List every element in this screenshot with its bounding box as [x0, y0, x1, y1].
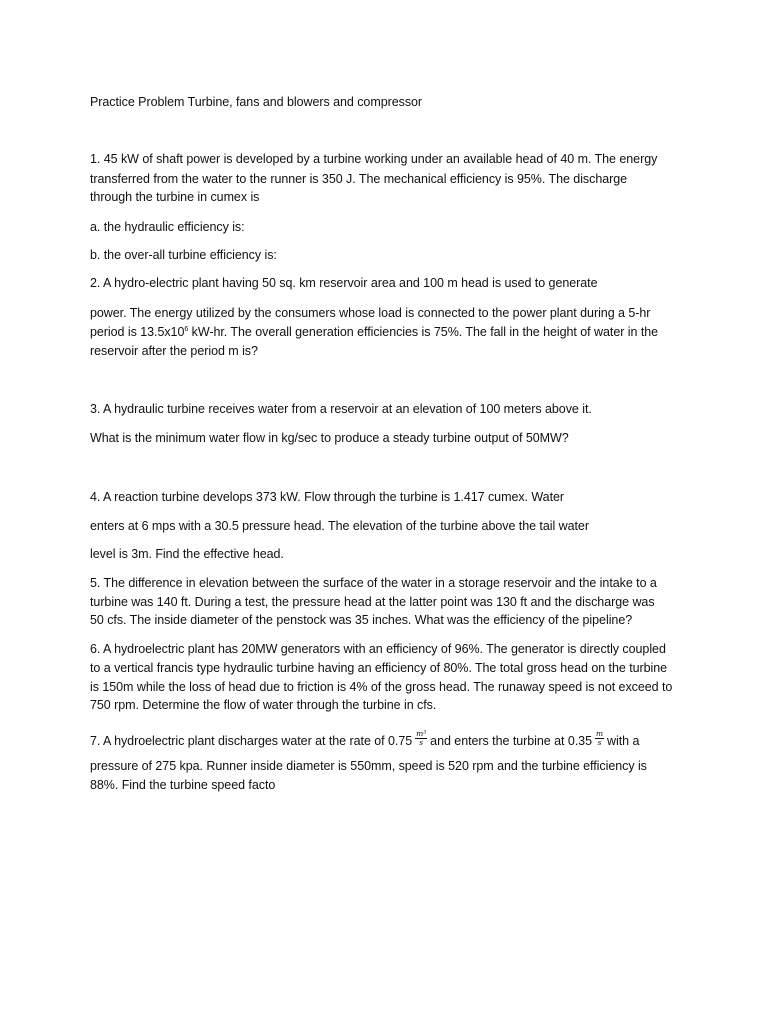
- problem-7-line-1-a: 7. A hydroelectric plant discharges water at the rate of 0.75: [90, 734, 413, 748]
- problem-7-line-1-b: and enters the turbine at 0.35: [430, 734, 592, 748]
- problem-1-line-1: 1. 45 kW of shaft power is developed by a turbine working under an available head of 40 m. The energy: [90, 152, 658, 166]
- unit-fraction-cubic-meters-per-second: [415, 730, 427, 747]
- problem-7-line-2: pressure of 275 kpa. Runner inside diameter is 550mm, speed is 520 rpm and the turbine efficiency is: [90, 759, 647, 773]
- problem-5-line-3: 50 cfs. The inside diameter of the penstock was 35 inches. What was the efficiency of the pipeline?: [90, 613, 633, 627]
- exponent: 6: [184, 326, 189, 333]
- problem-7-line-3: 88%. Find the turbine speed facto: [90, 778, 276, 792]
- document-title: Practice Problem Turbine, fans and blowers and compressor: [90, 95, 423, 109]
- problem-4-line-1: 4. A reaction turbine develops 373 kW. Flow through the turbine is 1.417 cumex. Water: [90, 490, 565, 504]
- problem-4-line-2: enters at 6 mps with a 30.5 pressure head. The elevation of the turbine above the tail water: [90, 519, 589, 533]
- problem-7-line-1: [90, 729, 690, 750]
- problem-5-line-1: 5. The difference in elevation between the surface of the water in a storage reservoir and the intake to a: [90, 576, 657, 590]
- problem-1-line-3: through the turbine in cumex is: [90, 190, 260, 204]
- problem-2-line-3: [90, 324, 690, 340]
- fraction-denominator: s: [419, 738, 424, 748]
- problem-2-line-3-post: kW-hr. The overall generation efficiencies is 75%. The fall in the height of water in the: [188, 325, 659, 339]
- problem-3-line-1: 3. A hydraulic turbine receives water from a reservoir at an elevation of 100 meters above it.: [90, 402, 592, 416]
- problem-2-line-2: power. The energy utilized by the consumers whose load is connected to the power plant during a 5-hr: [90, 306, 651, 320]
- problem-2-line-1: 2. A hydro-electric plant having 50 sq. km reservoir area and 100 m head is used to generate: [90, 276, 598, 290]
- fraction-numerator: m: [595, 729, 604, 739]
- problem-4-line-3: level is 3m. Find the effective head.: [90, 547, 284, 561]
- problem-2-line-4: reservoir after the period m is?: [90, 344, 258, 358]
- problem-1-part-a: a. the hydraulic efficiency is:: [90, 220, 245, 234]
- problem-2-line-3-pre: period is 13.5x10: [90, 325, 185, 339]
- unit-fraction-meters-per-second: [595, 730, 604, 747]
- problem-1-line-2: transferred from the water to the runner is 350 J. The mechanical efficiency is 95%. The discharge: [90, 172, 628, 186]
- problem-6-line-4: 750 rpm. Determine the flow of water through the turbine in cfs.: [90, 698, 437, 712]
- problem-5-line-2: turbine was 140 ft. During a test, the pressure head at the latter point was 130 ft and the discharge was: [90, 595, 655, 609]
- fraction-denominator: s: [597, 738, 602, 748]
- fraction-numerator: m³: [416, 729, 427, 739]
- problem-6-line-2: to a vertical francis type hydraulic turbine having an efficiency of 80%. The total gross head on the turbine: [90, 661, 668, 675]
- problem-6-line-1: 6. A hydroelectric plant has 20MW generators with an efficiency of 96%. The generator is directly coupled: [90, 642, 666, 656]
- problem-3-line-2: What is the minimum water flow in kg/sec to produce a steady turbine output of 50MW?: [90, 431, 569, 445]
- problem-6-line-3: is 150m while the loss of head due to friction is 4% of the gross head. The runaway speed is not exceed to: [90, 680, 673, 694]
- problem-7-line-1-c: with a: [607, 734, 640, 748]
- problem-1-part-b: b. the over-all turbine efficiency is:: [90, 248, 277, 262]
